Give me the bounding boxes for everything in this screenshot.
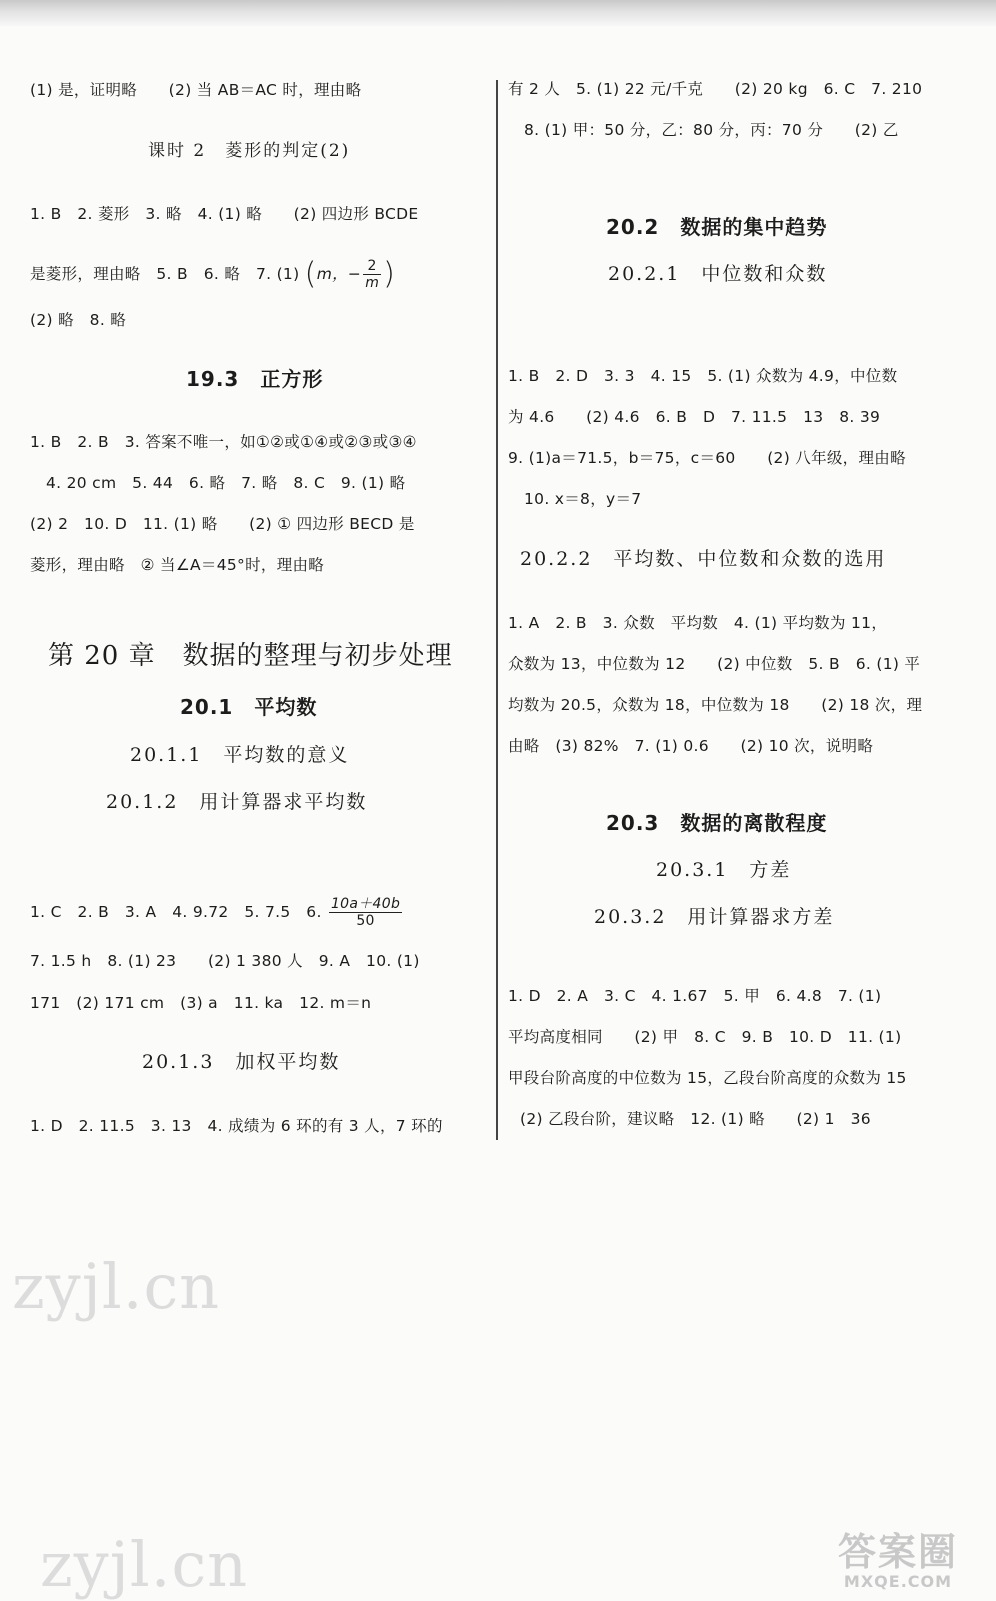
subsection-heading: 20.2.1 中位数和众数 [608, 263, 828, 285]
subsection-heading: 20.3.2 用计算器求方差 [594, 906, 835, 928]
fraction-numerator: 10a＋40b [330, 896, 401, 912]
column-divider [496, 80, 498, 1140]
section-heading: 20.1 平均数 [180, 695, 318, 719]
left-paren: ( [304, 256, 317, 292]
answer-line: 7. 1.5 h 8. (1) 23 (2) 1 380 人 9. A 10. (1) [30, 952, 420, 970]
section-heading: 20.2 数据的集中趋势 [606, 215, 828, 239]
fraction-denominator: 50 [356, 913, 375, 929]
right-paren: ) [383, 256, 396, 292]
subsection-heading: 20.1.2 用计算器求平均数 [106, 791, 368, 813]
answer-line: (2) 乙段台阶，建议略 12. (1) 略 (2) 1 36 [520, 1110, 871, 1128]
fraction-denominator: m [365, 275, 380, 291]
answer-line: 菱形，理由略 ② 当∠A＝45°时，理由略 [30, 556, 325, 574]
answer-text: 1. C 2. B 3. A 4. 9.72 5. 7.5 6. [30, 903, 322, 921]
site-watermark: zyjl.cn [40, 1528, 249, 1601]
answer-line-with-fraction [30, 896, 404, 929]
answer-line: 平均高度相同 (2) 甲 8. C 9. B 10. D 11. (1) [508, 1028, 902, 1046]
section-heading: 20.3 数据的离散程度 [606, 811, 828, 835]
subsection-heading: 20.2.2 平均数、中位数和众数的选用 [520, 548, 887, 570]
subsection-heading: 20.1.1 平均数的意义 [130, 744, 350, 766]
answer-line: 均数为 20.5，众数为 18，中位数为 18 (2) 18 次，理 [508, 696, 923, 714]
answer-line: (2) 2 10. D 11. (1) 略 (2) ① 四边形 BECD 是 [30, 515, 415, 533]
answer-line-with-fraction [30, 258, 395, 291]
answer-line: 为 4.6 (2) 4.6 6. B D 7. 11.5 13 8. 39 [508, 408, 881, 426]
answer-line: 甲段台阶高度的中位数为 15，乙段台阶高度的众数为 15 [508, 1069, 907, 1087]
answer-line: (2) 略 8. 略 [30, 311, 127, 329]
answer-line: 171 (2) 171 cm (3) a 11. ka 12. m＝n [30, 994, 372, 1012]
lesson-heading: 课时 2 菱形的判定(2) [148, 141, 351, 161]
answer-text: 是菱形，理由略 5. B 6. 略 7. (1) [30, 265, 300, 283]
fraction-numerator: 2 [363, 258, 381, 275]
page-top-shadow [0, 0, 996, 26]
answer-line: 由略 (3) 82% 7. (1) 0.6 (2) 10 次，说明略 [508, 737, 874, 755]
answer-line: 1. A 2. B 3. 众数 平均数 4. (1) 平均数为 11， [508, 614, 888, 632]
section-heading: 19.3 正方形 [186, 367, 324, 391]
logo-cn-text: 答案圈 [837, 1530, 958, 1574]
answer-site-logo [818, 1532, 978, 1592]
answer-line: 8. (1) 甲：50 分，乙：80 分，丙：70 分 (2) 乙 [524, 121, 899, 139]
coordinate-text: m，− [316, 265, 362, 283]
fraction [363, 258, 381, 291]
answer-line: 10. x＝8，y＝7 [524, 490, 642, 508]
answer-line: 9. (1)a＝71.5，b＝75，c＝60 (2) 八年级，理由略 [508, 449, 906, 467]
subsection-heading: 20.1.3 加权平均数 [142, 1051, 341, 1073]
answer-line: 众数为 13，中位数为 12 (2) 中位数 5. B 6. (1) 平 [508, 655, 921, 673]
answer-line: 1. D 2. 11.5 3. 13 4. 成绩为 6 环的有 3 人，7 环的 [30, 1117, 443, 1135]
answer-line: 1. B 2. 菱形 3. 略 4. (1) 略 (2) 四边形 BCDE [30, 205, 419, 223]
answer-line: 有 2 人 5. (1) 22 元/千克 (2) 20 kg 6. C 7. 210 [508, 80, 923, 98]
answer-line: 1. B 2. D 3. 3 4. 15 5. (1) 众数为 4.9，中位数 [508, 367, 898, 385]
logo-en-text: MXQE.COM [843, 1572, 953, 1591]
site-watermark: zyjl.cn [12, 1250, 221, 1323]
answer-line: 1. B 2. B 3. 答案不唯一，如①②或①④或②③或③④ [30, 433, 417, 451]
chapter-heading: 第 20 章 数据的整理与初步处理 [48, 641, 453, 671]
answer-line: 1. D 2. A 3. C 4. 1.67 5. 甲 6. 4.8 7. (1) [508, 987, 882, 1005]
answer-line: 4. 20 cm 5. 44 6. 略 7. 略 8. C 9. (1) 略 [46, 474, 406, 492]
answer-line: (1) 是，证明略 (2) 当 AB＝AC 时，理由略 [30, 81, 362, 99]
subsection-heading: 20.3.1 方差 [656, 859, 792, 881]
fraction [329, 896, 402, 929]
